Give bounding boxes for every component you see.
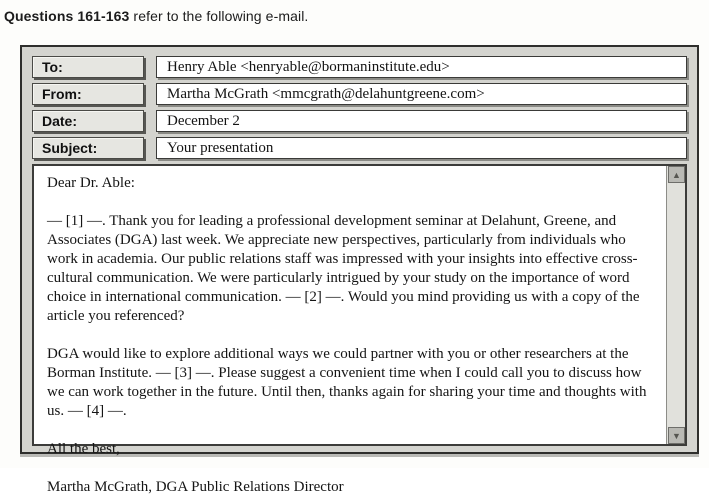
- body-paragraph-1: — [1] —. Thank you for leading a professional development seminar at Delahunt, Greene, and Associates (DGA) last week. We appreciate new perspectives, particularly from individuals who work in academia. Our public relations staff was impressed with your insights into effective cross-cultural communication. We were particularly intrigued by your study on the importance of word choice in international communication. — [2] —. Would you mind providing us with a copy of the article you referenced?: [47, 213, 640, 324]
- closing: All the best,: [47, 441, 120, 457]
- field-row-date: [32, 110, 687, 132]
- field-row-from: [32, 83, 687, 105]
- email-body-area: [32, 164, 687, 495]
- scroll-up-icon: ▲: [672, 169, 681, 180]
- from-field[interactable]: Martha McGrath <mmcgrath@delahuntgreene.com>: [156, 83, 687, 105]
- email-header-fields: [32, 56, 687, 164]
- from-label: From:: [32, 83, 144, 105]
- subject-label: Subject:: [32, 137, 144, 159]
- date-label: Date:: [32, 110, 144, 132]
- to-field[interactable]: Henry Able <henryable@bormaninstitute.edu>: [156, 56, 687, 78]
- scroll-down-button[interactable]: [668, 427, 685, 444]
- subject-field[interactable]: Your presentation: [156, 137, 687, 159]
- signature: Martha McGrath, DGA Public Relations Director: [47, 479, 344, 495]
- question-header: [4, 8, 308, 24]
- scroll-down-icon: ▼: [672, 430, 681, 441]
- body-paragraph-2: DGA would like to explore additional ways we could partner with you or other researchers at the Borman Institute. — [3] —. Please suggest a convenient time when I could call you to discuss how we can work together in the future. Until then, thanks again for sharing your time and thoughts with us. — [4] —.: [47, 346, 647, 419]
- scroll-up-button[interactable]: [668, 166, 685, 183]
- question-range: Questions 161-163: [4, 8, 130, 24]
- body-scrollbar[interactable]: [666, 166, 685, 444]
- question-header-text: refer to the following e-mail.: [129, 8, 309, 24]
- field-row-to: [32, 56, 687, 78]
- email-body-text: [34, 166, 666, 495]
- to-label: To:: [32, 56, 144, 78]
- field-row-subject: [32, 137, 687, 159]
- email-panel: [20, 45, 699, 495]
- salutation: Dear Dr. Able:: [47, 175, 135, 191]
- date-field[interactable]: December 2: [156, 110, 687, 132]
